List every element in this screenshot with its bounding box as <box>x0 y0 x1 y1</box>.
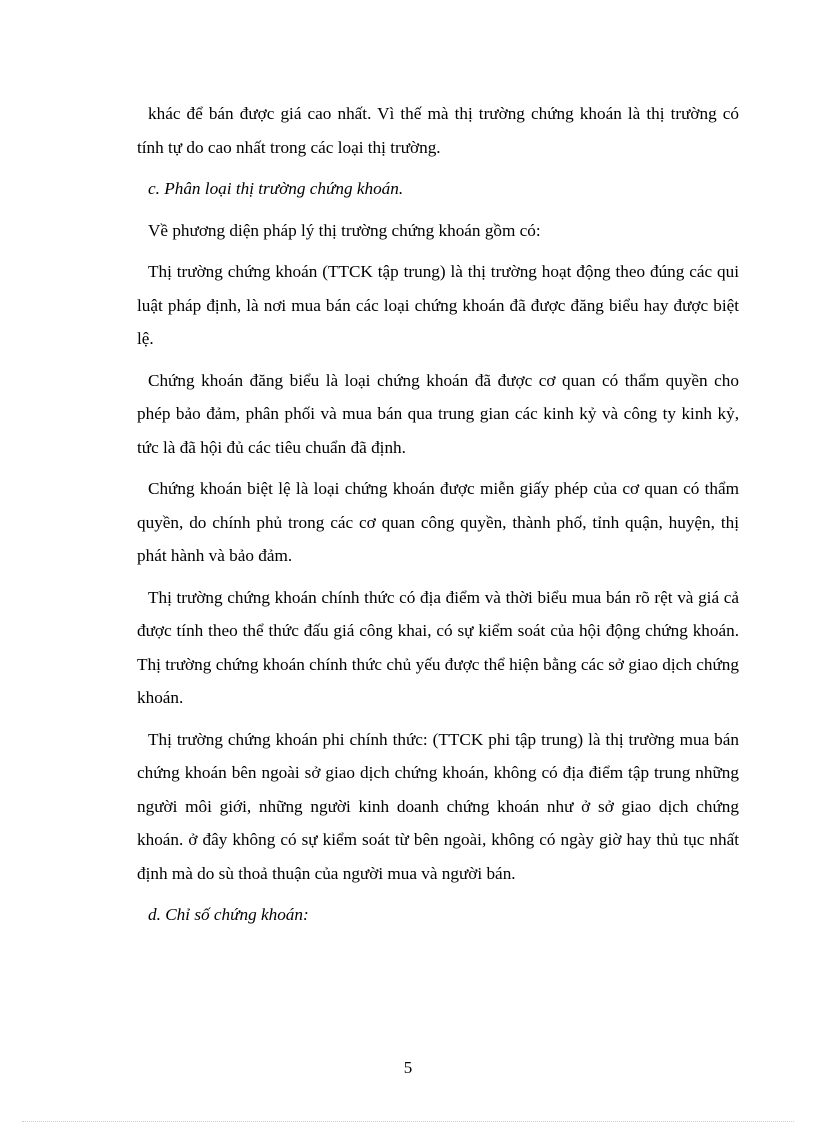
paragraph-otc-market: Thị trường chứng khoán phi chính thức: (TTCK phi tập trung) là thị trường mua bán chứng khoán bên ngoài sở giao dịch chứng khoán, không có địa điểm tập trung những người môi giới, những người kinh doanh chứng khoán như ở sở giao dịch chứng khoán. ở đây không có sự kiểm soát từ bên ngoài, không có ngày giờ hay thủ tục nhất định mà do sù thoả thuận của người mua và người bán. <box>137 729 739 883</box>
page-number: 5 <box>403 1058 413 1077</box>
section-heading-classification: c. Phân loại thị trường chứng khoán. <box>148 179 404 198</box>
footer-divider <box>22 1121 794 1122</box>
paragraph-legal-aspect: Về phương diện pháp lý thị trường chứng khoán gồm có: <box>148 220 541 240</box>
paragraph-exempt-securities: Chứng khoán biệt lệ là loại chứng khoán được miễn giấy phép của cơ quan có thẩm quyền, do chính phủ trong các cơ quan công quyền, thành phố, tỉnh quận, huyện, thị phát hành và bảo đảm. <box>137 479 739 565</box>
paragraph-intro-continuation: khác để bán được giá cao nhất. Vì thế mà thị trường chứng khoán là thị trường có tính tự do cao nhất trong các loại thị trường. <box>137 104 739 157</box>
section-heading-stock-index: d. Chỉ số chứng khoán: <box>148 905 309 924</box>
paragraph-centralized-market: Thị trường chứng khoán (TTCK tập trung) là thị trường hoạt động theo đúng các qui luật pháp định, là nơi mua bán các loại chứng khoán đã được đăng biểu hay được biệt lệ. <box>137 262 739 348</box>
paragraph-official-market: Thị trường chứng khoán chính thức có địa điểm và thời biểu mua bán rõ rệt và giá cả được tính theo thể thức đấu giá công khai, có sự kiểm soát của hội động chứng khoán. Thị trường chứng khoán chính thức chủ yếu được thể hiện bằng các sở giao dịch chứng khoán. <box>137 587 739 707</box>
document-page <box>137 97 739 940</box>
paragraph-listed-securities: Chứng khoán đăng biểu là loại chứng khoán đã được cơ quan có thẩm quyền cho phép bảo đảm, phân phối và mua bán qua trung gian các kinh kỷ và công ty kinh kỷ, tức là đã hội đủ các tiêu chuẩn đã định. <box>137 370 739 457</box>
